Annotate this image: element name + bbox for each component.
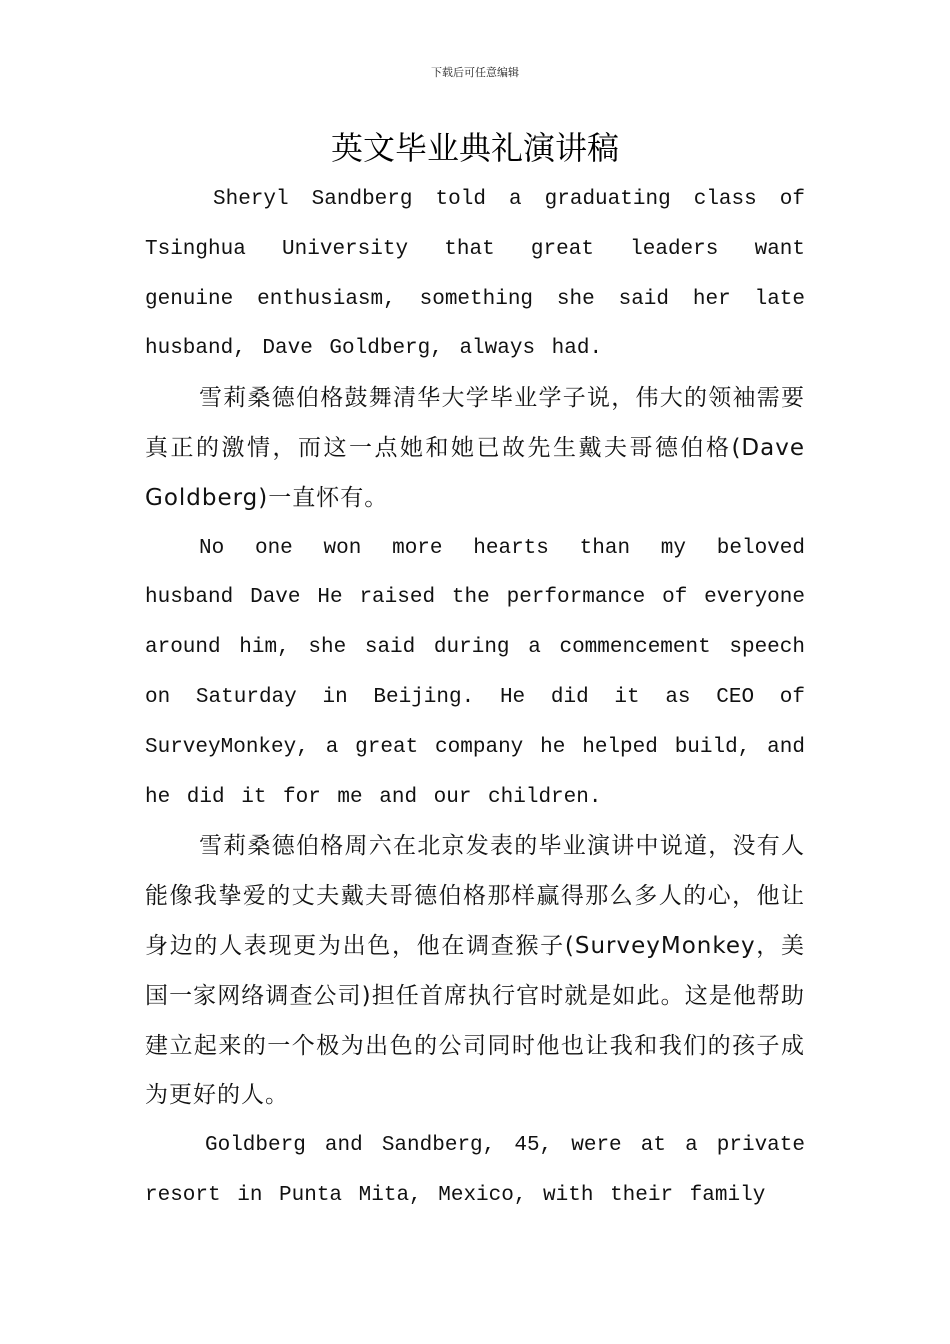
page-header-note: 下载后可任意编辑 xyxy=(431,66,519,79)
paragraph-en-2: No one won more hearts than my beloved husband Dave He raised the performance of everyone around him, she said during a commencement speech on Saturday in Beijing. He did it as CEO of SurveyMonkey, a great company he helped build, and he did it for me and our children. xyxy=(145,536,805,809)
paragraph-en-3: Goldberg and Sandberg, 45, were at a private resort in Punta Mita, Mexico, with their family xyxy=(145,1134,805,1207)
document-title: 英文毕业典礼演讲稿 xyxy=(330,129,619,167)
document-body xyxy=(145,175,805,1221)
paragraph-zh-1: 雪莉桑德伯格鼓舞清华大学毕业学子说，伟大的领袖需要真正的激情，而这一点她和她已故先生戴夫哥德伯格(Dave Goldberg)一直怀有。 xyxy=(145,385,805,511)
paragraph-zh-2: 雪莉桑德伯格周六在北京发表的毕业演讲中说道，没有人能像我挚爱的丈夫戴夫哥德伯格那样赢得那么多人的心，他让身边的人表现更为出色，他在调查猴子(SurveyMonkey，美国一家网络调查公司)担任首席执行官时就是如此。这是他帮助建立起来的一个极为出色的公司同时他也让我和我们的孩子成为更好的人。 xyxy=(145,833,805,1109)
paragraph-en-1: Sheryl Sandberg told a graduating class of Tsinghua University that great leaders want genuine enthusiasm, something she said her late husband, Dave Goldberg, always had. xyxy=(145,188,805,361)
